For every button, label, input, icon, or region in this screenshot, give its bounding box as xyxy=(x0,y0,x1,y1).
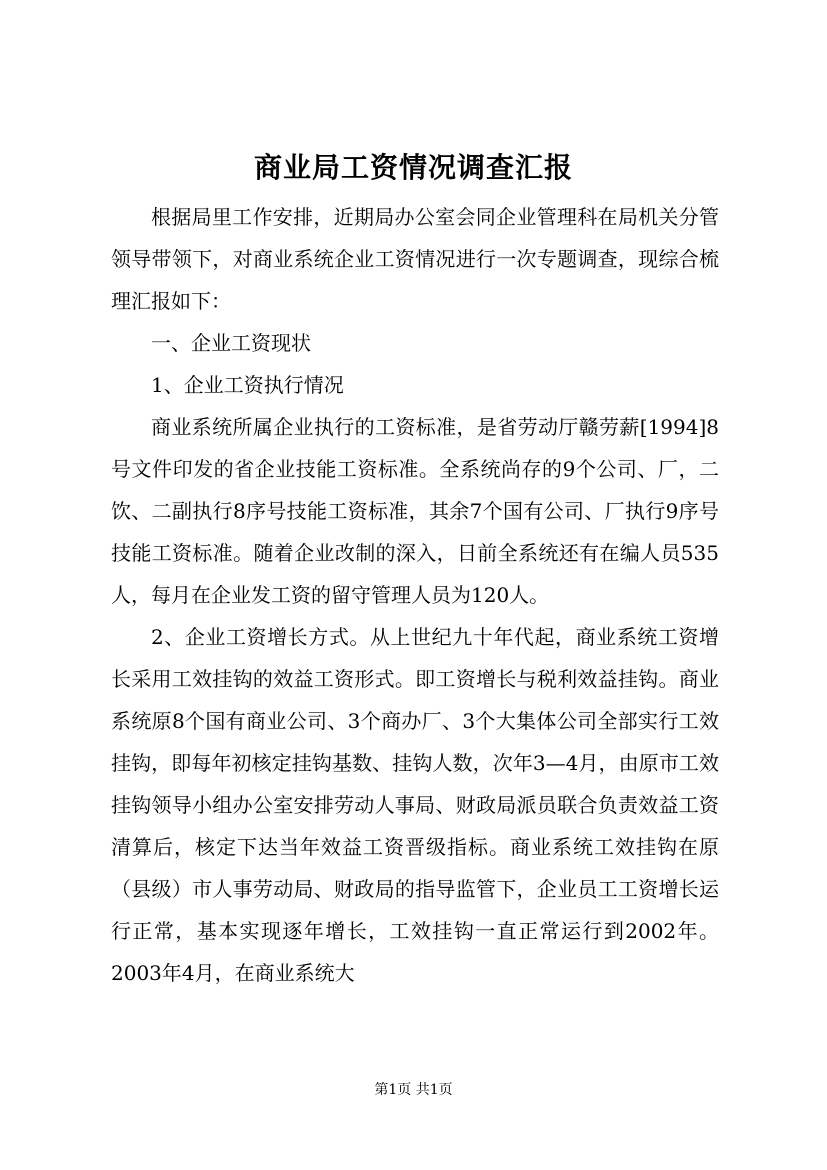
page-footer: 第1页 共1页 xyxy=(374,1082,453,1098)
section-heading-1: 一、企业工资现状 xyxy=(151,331,311,355)
paragraph-wage-growth: 2、企业工资增长方式。从上世纪九十年代起，商业系统工资增长采用工效挂钩的效益工资形式。即工资增长与税利效益挂钩。商业系统原8个国有商业公司、3个商办厂、3个大集体公司全部实行工效挂钩，即每年初核定挂钩基数、挂钩人数，次年3—4月，由原市工效挂钩领导小组办公室安排劳动人事局、财政局派员联合负责效益工资清算后，核定下达当年效益工资晋级指标。商业系统工效挂钩在原（县级）市人事劳动局、财政局的指导监管下，企业员工工资增长运行正常，基本实现逐年增长，工效挂钩一直正常运行到2002年。2003年4月，在商业系统大 xyxy=(111,625,719,985)
paragraph-intro: 根据局里工作安排，近期局办公室会同企业管理科在局机关分管领导带领下，对商业系统企业工资情况进行一次专题调查，现综合梳理汇报如下： xyxy=(111,205,719,313)
document-body xyxy=(111,196,719,994)
subsection-heading-1: 1、企业工资执行情况 xyxy=(151,373,344,397)
paragraph-wage-standard: 商业系统所属企业执行的工资标准，是省劳动厅赣劳薪[1994]8号文件印发的省企业技能工资标准。全系统尚存的9个公司、厂，二饮、二副执行8序号技能工资标准，其余7个国有公司、厂执行9序号技能工资标准。随着企业改制的深入，日前全系统还有在编人员535人，每月在企业发工资的留守管理人员为120人。 xyxy=(111,415,719,607)
document-title: 商业局工资情况调查汇报 xyxy=(253,151,573,184)
